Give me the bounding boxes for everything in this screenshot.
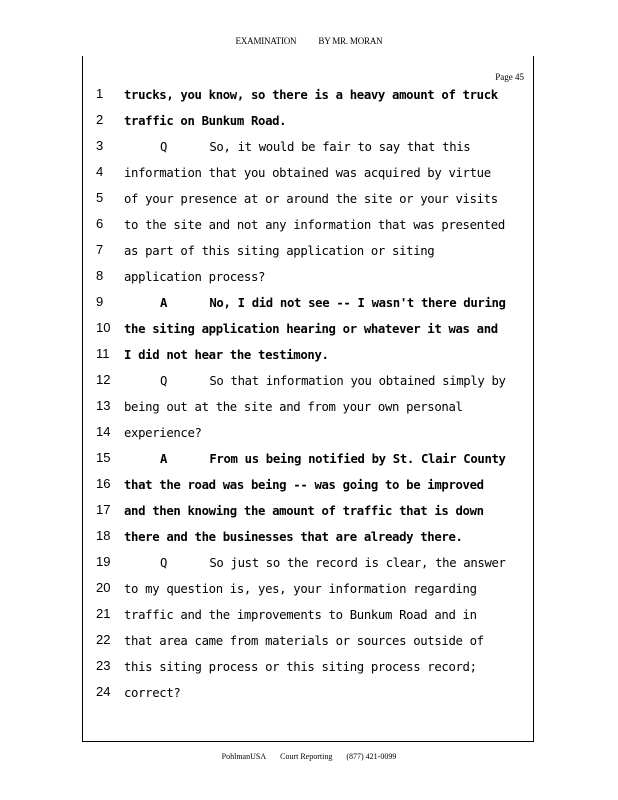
line-number: 9 xyxy=(96,294,104,309)
transcript-line xyxy=(0,526,618,552)
line-number: 19 xyxy=(96,554,111,569)
line-number: 21 xyxy=(96,606,111,621)
line-text: this siting process or this siting process record; xyxy=(124,660,477,674)
line-text: application process? xyxy=(124,270,266,284)
line-text: traffic on Bunkum Road. xyxy=(124,114,287,128)
line-number: 17 xyxy=(96,502,111,517)
transcript-line xyxy=(0,188,618,214)
line-number: 11 xyxy=(96,346,110,361)
transcript-line xyxy=(0,604,618,630)
transcript-line xyxy=(0,422,618,448)
line-number: 2 xyxy=(96,112,104,127)
line-number: 4 xyxy=(96,164,104,179)
line-text: experience? xyxy=(124,426,202,440)
line-number: 8 xyxy=(96,268,104,283)
transcript-line xyxy=(0,396,618,422)
transcript-line xyxy=(0,292,618,318)
line-text: correct? xyxy=(124,686,181,700)
line-number: 10 xyxy=(96,320,111,335)
transcript-line xyxy=(0,240,618,266)
page-number: Page 45 xyxy=(495,72,524,82)
transcript-line xyxy=(0,266,618,292)
page-footer xyxy=(0,752,618,761)
line-text: traffic and the improvements to Bunkum Road and in xyxy=(124,608,477,622)
transcript-line xyxy=(0,136,618,162)
transcript-line xyxy=(0,110,618,136)
line-number: 13 xyxy=(96,398,111,413)
line-text: there and the businesses that are already there. xyxy=(124,530,463,544)
line-number: 20 xyxy=(96,580,111,595)
line-number: 24 xyxy=(96,684,111,699)
transcript-line xyxy=(0,682,618,708)
line-text: that the road was being -- was going to be improved xyxy=(124,478,484,492)
line-number: 7 xyxy=(96,242,104,257)
line-number: 23 xyxy=(96,658,111,673)
line-number: 16 xyxy=(96,476,111,491)
line-text: and then knowing the amount of traffic that is down xyxy=(124,504,484,518)
line-text: I did not hear the testimony. xyxy=(124,348,329,362)
transcript-line xyxy=(0,656,618,682)
line-number: 6 xyxy=(96,216,104,231)
line-number: 22 xyxy=(96,632,111,647)
line-text: A No, I did not see -- I wasn't there during xyxy=(160,296,506,310)
line-text: being out at the site and from your own personal xyxy=(124,400,463,414)
transcript-line xyxy=(0,448,618,474)
transcript-line xyxy=(0,370,618,396)
transcript-line xyxy=(0,474,618,500)
page-header xyxy=(0,36,618,46)
line-text: that area came from materials or sources outside of xyxy=(124,634,484,648)
line-text: Q So just so the record is clear, the answer xyxy=(160,556,506,570)
line-text: information that you obtained was acquired by virtue xyxy=(124,166,491,180)
line-text: as part of this siting application or siting xyxy=(124,244,435,258)
footer-service: Court Reporting xyxy=(280,752,333,761)
line-text: A From us being notified by St. Clair County xyxy=(160,452,506,466)
line-number: 5 xyxy=(96,190,104,205)
line-text: to the site and not any information that was presented xyxy=(124,218,505,232)
line-number: 3 xyxy=(96,138,104,153)
transcript-line xyxy=(0,344,618,370)
transcript-line xyxy=(0,578,618,604)
line-number: 18 xyxy=(96,528,111,543)
line-text: Q So, it would be fair to say that this xyxy=(160,140,471,154)
transcript-line xyxy=(0,318,618,344)
transcript-line xyxy=(0,552,618,578)
transcript-line xyxy=(0,500,618,526)
footer-phone: (877) 421-0099 xyxy=(346,752,397,761)
transcript-line xyxy=(0,162,618,188)
line-text: the siting application hearing or whatever it was and xyxy=(124,322,498,336)
footer-company: PohlmanUSA xyxy=(221,752,267,761)
line-number: 1 xyxy=(96,86,104,101)
line-text: of your presence at or around the site or your visits xyxy=(124,192,498,206)
header-section: EXAMINATION xyxy=(235,36,297,46)
transcript-line xyxy=(0,630,618,656)
transcript-line xyxy=(0,84,618,110)
line-text: to my question is, yes, your information regarding xyxy=(124,582,477,596)
header-examiner: BY MR. MORAN xyxy=(318,36,383,46)
transcript-line xyxy=(0,214,618,240)
line-number: 12 xyxy=(96,372,111,387)
line-number: 15 xyxy=(96,450,111,465)
line-text: Q So that information you obtained simply by xyxy=(160,374,506,388)
line-number: 14 xyxy=(96,424,111,439)
line-text: trucks, you know, so there is a heavy amount of truck xyxy=(124,88,498,102)
